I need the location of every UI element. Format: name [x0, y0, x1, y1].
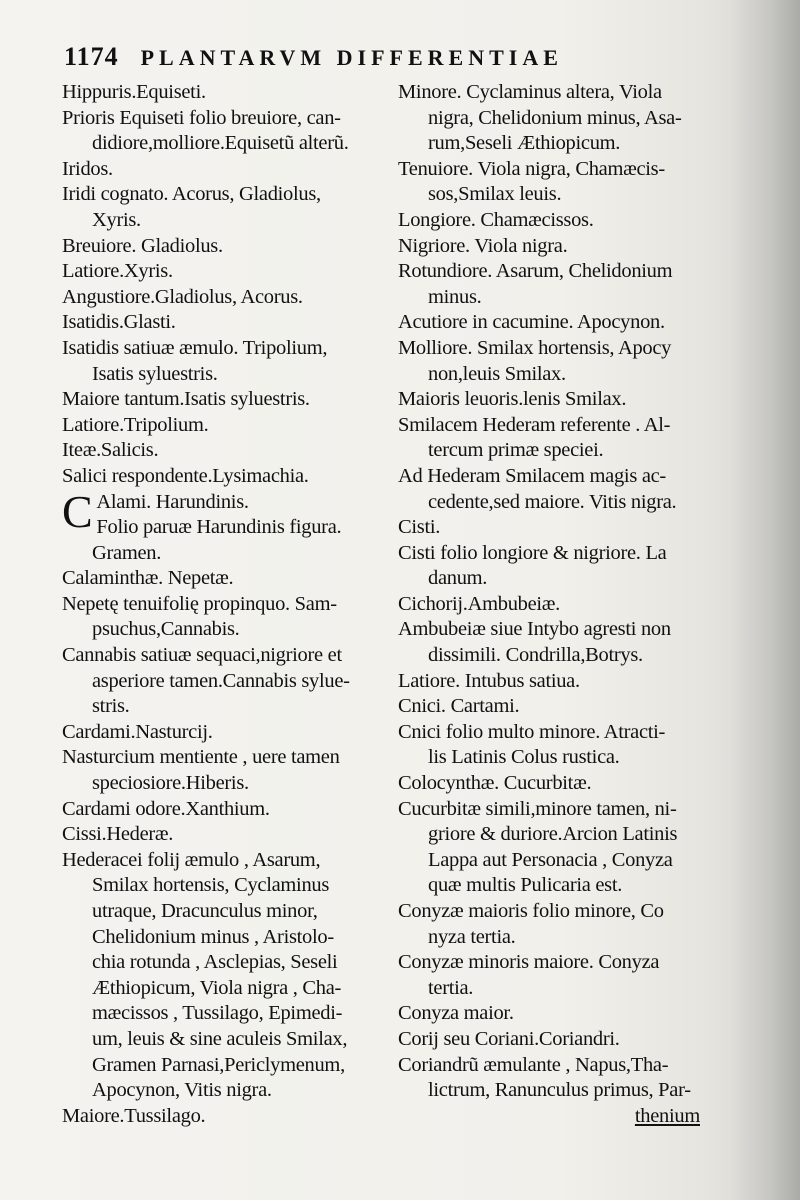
text-line: Cannabis satiuæ sequaci,nigriore et	[62, 644, 342, 667]
text-line: lictrum, Ranunculus primus, Par-	[428, 1079, 691, 1102]
text-line: sos,Smilax leuis.	[428, 183, 562, 206]
text-line: asperiore tamen.Cannabis sylue-	[92, 669, 350, 692]
text-line: rum,Seseli Æthiopicum.	[428, 132, 621, 155]
text-line: Angustiore.Gladiolus, Acorus.	[62, 285, 303, 308]
text-line: Isatidis satiuæ æmulo. Tripolium,	[62, 336, 328, 359]
text-line: Nasturcium mentiente , uere tamen	[62, 746, 340, 769]
text-line: cedente,sed maiore. Vitis nigra.	[428, 490, 677, 513]
dropcap-block	[62, 490, 392, 541]
text-line: Folio paruæ Harundinis figura.	[96, 516, 342, 539]
text-line: Colocynthæ. Cucurbitæ.	[398, 772, 592, 795]
text-line: Cnici. Cartami.	[398, 695, 520, 718]
text-line: Ambubeiæ siue Intybo agresti non	[398, 618, 671, 641]
text-line: minus.	[428, 285, 482, 308]
text-line: Cisti.	[398, 516, 441, 539]
text-line: Latiore.Xyris.	[62, 260, 173, 283]
left-column	[62, 80, 392, 1129]
text-line: Iridos.	[62, 157, 113, 180]
text-line: nyza tertia.	[428, 925, 516, 948]
text-line: Smilax hortensis, Cyclaminus	[92, 874, 330, 897]
catchword: thenium	[634, 1104, 700, 1127]
text-line: Longiore. Chamæcissos.	[398, 208, 594, 231]
text-line: Corij seu Coriani.Coriandri.	[398, 1027, 620, 1050]
text-line: non,leuis Smilax.	[428, 362, 566, 385]
page-edge-shadow	[730, 0, 800, 1200]
text-line: Prioris Equiseti folio breuiore, can-	[62, 106, 341, 129]
text-line: Tenuiore. Viola nigra, Chamæcis-	[398, 157, 665, 180]
text-line: Æthiopicum, Viola nigra , Cha-	[92, 976, 342, 999]
text-line: psuchus,Cannabis.	[92, 618, 240, 641]
text-line: Cardami.Nasturcij.	[62, 720, 213, 743]
text-line: Hippuris.Equiseti.	[62, 81, 206, 103]
text-line: tertia.	[428, 976, 474, 999]
page-number: 1174	[64, 42, 119, 71]
text-line: Maiore.Tussilago.	[62, 1104, 206, 1127]
page-header	[64, 42, 724, 76]
text-line: nigra, Chelidonium minus, Asa-	[428, 106, 682, 129]
text-line: Cardami odore.Xanthium.	[62, 797, 270, 820]
text-line: Gramen.	[92, 541, 162, 564]
text-line: Latiore. Intubus satiua.	[398, 669, 580, 692]
text-line: Breuiore. Gladiolus.	[62, 234, 223, 257]
text-line: quæ multis Pulicaria est.	[428, 874, 623, 897]
text-line: Acutiore in cacumine. Apocynon.	[398, 311, 665, 334]
text-line: Coriandrũ æmulante , Napus,Tha-	[398, 1053, 669, 1076]
text-line: Apocynon, Vitis nigra.	[92, 1079, 272, 1102]
text-line: speciosiore.Hiberis.	[92, 772, 249, 795]
text-line: Calaminthæ. Nepetæ.	[62, 567, 234, 590]
text-line: Iteæ.Salicis.	[62, 439, 159, 462]
text-line: Nigriore. Viola nigra.	[398, 234, 568, 257]
text-line: Gramen Parnasi,Periclymenum,	[92, 1053, 345, 1076]
text-line: Conyzæ minoris maiore. Conyza	[398, 951, 660, 974]
text-line: Iridi cognato. Acorus, Gladiolus,	[62, 183, 321, 206]
text-line: Nepetę tenuifolię propinquo. Sam-	[62, 592, 337, 615]
text-line: Smilacem Hederam referente . Al-	[398, 413, 671, 436]
text-line: Maioris leuoris.lenis Smilax.	[398, 388, 627, 411]
text-line: Conyza maior.	[398, 1002, 514, 1025]
text-line: Rotundiore. Asarum, Chelidonium	[398, 260, 673, 283]
text-line: Cissi.Hederæ.	[62, 823, 174, 846]
text-line: Latiore.Tripolium.	[62, 413, 209, 436]
text-line: Cnici folio multo minore. Atracti-	[398, 720, 666, 743]
text-line: Lappa aut Personacia , Conyza	[428, 848, 673, 871]
text-line: Alami. Harundinis.	[96, 490, 249, 513]
text-line: Molliore. Smilax hortensis, Apocy	[398, 336, 672, 359]
text-line: lis Latinis Colus rustica.	[428, 746, 620, 769]
dropcap-letter: C	[62, 489, 93, 537]
text-line: Xyris.	[92, 208, 141, 231]
text-line: utraque, Dracunculus minor,	[92, 900, 318, 922]
text-line: Maiore tantum.Isatis syluestris.	[62, 388, 310, 411]
running-head: PLANTARVM DIFFERENTIAE	[140, 45, 563, 70]
text-line: chia rotunda , Asclepias, Seseli	[92, 951, 338, 974]
text-line: Isatis syluestris.	[92, 362, 218, 385]
text-line: didiore,molliore.Equisetũ alterũ.	[92, 132, 349, 155]
text-line: dissimili. Condrilla,Botrys.	[428, 644, 643, 667]
text-line: Cichorij.Ambubeiæ.	[398, 592, 561, 615]
text-line: danum.	[428, 567, 488, 590]
text-line: Isatidis.Glasti.	[62, 311, 176, 334]
right-column	[398, 80, 728, 1129]
text-line: Cisti folio longiore & nigriore. La	[398, 541, 667, 564]
text-line: um, leuis & sine aculeis Smilax,	[92, 1027, 348, 1050]
text-line: Chelidonium minus , Aristolo-	[92, 925, 334, 948]
text-line: Minore. Cyclaminus altera, Viola	[398, 81, 662, 103]
text-line: Cucurbitæ simili,minore tamen, ni-	[398, 797, 677, 820]
text-line: Conyzæ maioris folio minore, Co	[398, 900, 664, 922]
text-line: Salici respondente.Lysimachia.	[62, 464, 309, 487]
text-line: Hederacei folij æmulo , Asarum,	[62, 848, 321, 871]
text-line: griore & duriore.Arcion Latinis	[428, 823, 678, 846]
text-line: Ad Hederam Smilacem magis ac-	[398, 464, 666, 487]
text-line: mæcissos , Tussilago, Epimedi-	[92, 1002, 343, 1025]
text-line: tercum primæ speciei.	[428, 439, 604, 462]
text-line: stris.	[92, 695, 130, 718]
